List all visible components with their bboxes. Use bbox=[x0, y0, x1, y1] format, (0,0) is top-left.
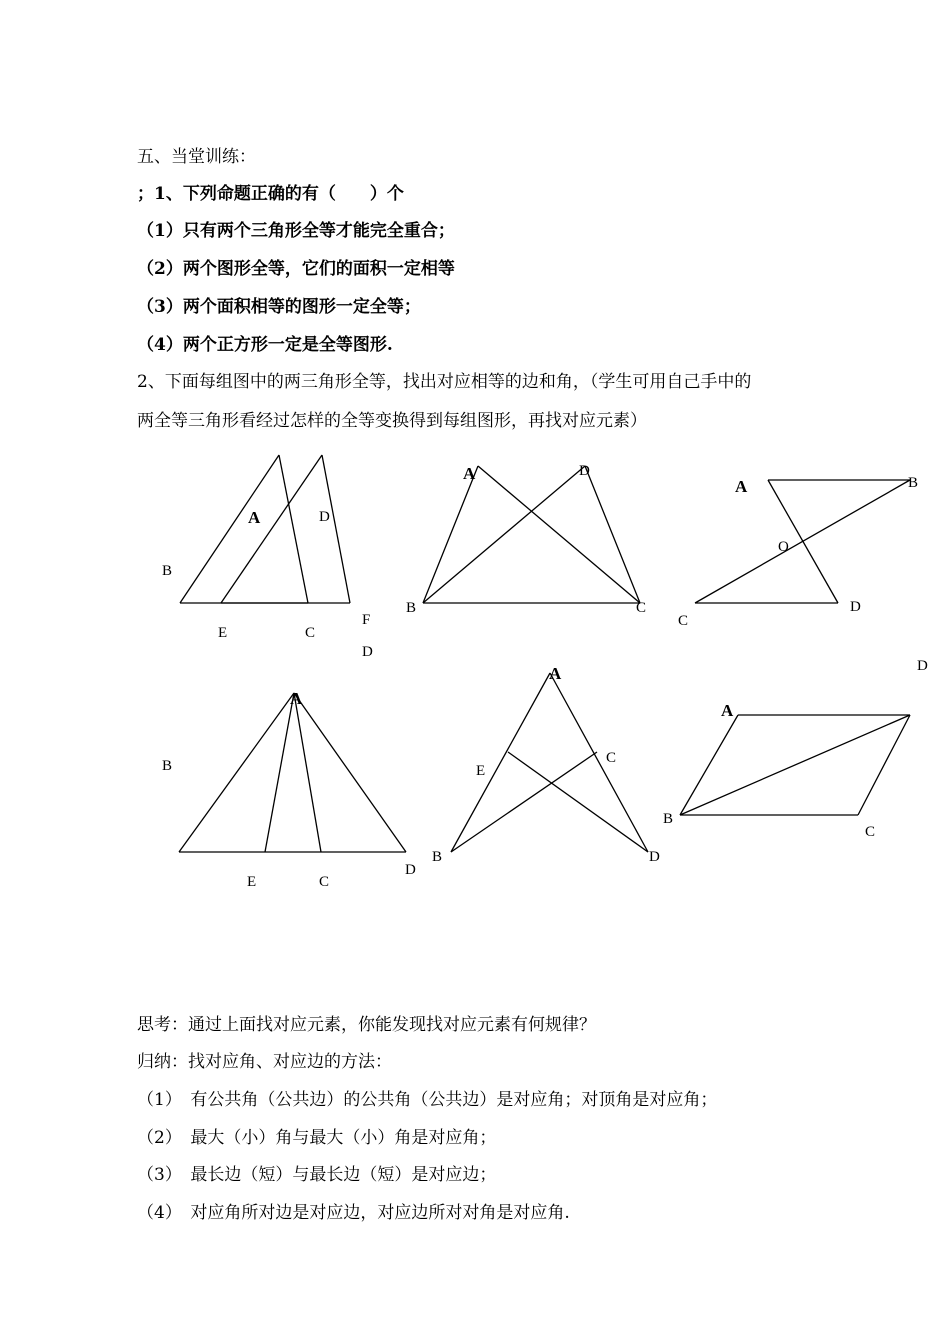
fig4-label-d: D bbox=[405, 862, 416, 878]
question-1-title: ；1、下列命题正确的有（ ）个 bbox=[137, 184, 404, 204]
question-2-line-2: 两全等三角形看经过怎样的全等变换得到每组图形，再找对应元素） bbox=[137, 411, 647, 431]
fig1-label-e: E bbox=[218, 625, 228, 641]
fig5-label-d: D bbox=[649, 849, 660, 865]
fig3-label-o: O bbox=[778, 539, 789, 555]
fig2-label-a: A bbox=[463, 464, 476, 483]
question-1-item-3: （3）两个面积相等的图形一定全等； bbox=[137, 297, 421, 317]
figure-1 bbox=[180, 455, 350, 603]
fig2-label-d: D bbox=[579, 463, 590, 479]
question-1-item-4: （4）两个正方形一定是全等图形. bbox=[137, 335, 393, 355]
fig4-label-e: E bbox=[247, 874, 257, 890]
summary-title: 归纳：找对应角、对应边的方法： bbox=[137, 1052, 392, 1072]
fig6-label-d: D bbox=[917, 658, 928, 674]
fig3-label-d: D bbox=[850, 599, 861, 615]
fig6-label-a: A bbox=[721, 701, 734, 720]
summary-item-2: （2） 最大（小）角与最大（小）角是对应角； bbox=[137, 1128, 497, 1148]
question-2-line-1: 2、下面每组图中的两三角形全等，找出对应相等的边和角，（学生可用自己手中的 bbox=[137, 372, 752, 392]
fig6-label-b: B bbox=[663, 811, 674, 827]
fig1-label-f: F bbox=[362, 612, 371, 628]
question-1-item-1: （1）只有两个三角形全等才能完全重合； bbox=[137, 221, 455, 241]
fig5-label-b: B bbox=[432, 849, 443, 865]
fig2-label-c: C bbox=[636, 600, 647, 616]
summary-item-3: （3） 最长边（短）与最长边（短）是对应边； bbox=[137, 1165, 497, 1185]
figure-2 bbox=[423, 466, 640, 603]
fig4-label-b: B bbox=[162, 758, 173, 774]
fig5-label-c: C bbox=[606, 750, 617, 766]
fig1-label-b: B bbox=[162, 563, 173, 579]
summary-item-1: （1） 有公共角（公共边）的公共角（公共边）是对应角；对顶角是对应角； bbox=[137, 1090, 718, 1110]
figure-6 bbox=[680, 715, 910, 815]
question-1-item-2: （2）两个图形全等，它们的面积一定相等 bbox=[137, 259, 455, 279]
fig1-label-a: A bbox=[248, 508, 261, 527]
fig6-label-c: C bbox=[865, 824, 876, 840]
figure-4 bbox=[179, 693, 406, 852]
figure-3 bbox=[695, 480, 910, 603]
section-heading: 五、当堂训练： bbox=[137, 147, 256, 167]
fig4-label-stray-d: D bbox=[362, 644, 373, 660]
fig4-label-c: C bbox=[319, 874, 330, 890]
fig4-label-a: A bbox=[290, 689, 303, 708]
fig3-label-b: B bbox=[908, 475, 919, 491]
fig5-label-a: A bbox=[549, 664, 562, 683]
fig3-label-c: C bbox=[678, 613, 689, 629]
summary-item-4: （4） 对应角所对边是对应边，对应边所对对角是对应角. bbox=[137, 1203, 570, 1223]
fig2-label-b: B bbox=[406, 600, 417, 616]
thinking-prompt: 思考：通过上面找对应元素，你能发现找对应元素有何规律？ bbox=[137, 1015, 596, 1035]
fig1-label-d: D bbox=[319, 509, 330, 525]
fig1-label-c: C bbox=[305, 625, 316, 641]
fig3-label-a: A bbox=[735, 477, 748, 496]
fig5-label-e: E bbox=[476, 763, 486, 779]
